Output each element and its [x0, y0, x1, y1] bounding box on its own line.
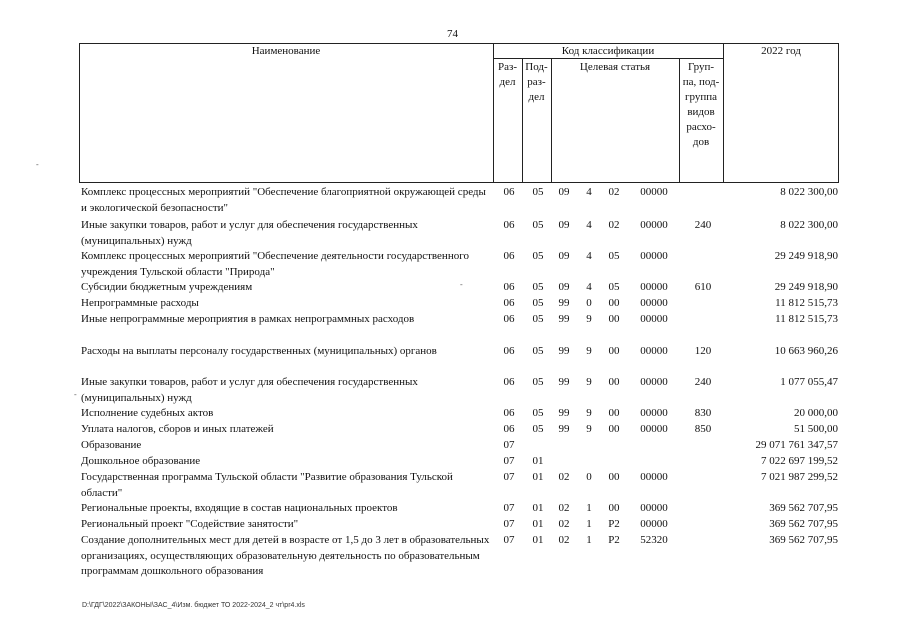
- row-target-event: 05: [608, 281, 620, 293]
- row-amount: 10 663 960,26: [774, 345, 838, 357]
- row-podrazdel: 01: [532, 502, 544, 514]
- row-target-program: 99: [558, 297, 570, 309]
- row-podrazdel: 05: [532, 297, 544, 309]
- row-target-direction: 00000: [640, 345, 668, 357]
- table-header: [79, 43, 839, 183]
- row-target-program: 02: [558, 518, 570, 530]
- scan-mark: -: [36, 160, 39, 169]
- row-name: Образование: [81, 439, 142, 451]
- row-target-direction: 00000: [640, 502, 668, 514]
- row-target-type: 9: [586, 423, 592, 435]
- header-podrazdel-2: раз-: [527, 76, 546, 88]
- row-razdel: 06: [503, 423, 515, 435]
- row-target-direction: 00000: [640, 250, 668, 262]
- header-group-2: па, под-: [682, 76, 720, 88]
- row-name: Комплекс процессных мероприятий "Обеспечение благоприятной окружающей среды и экологической безопасности": [81, 186, 486, 214]
- row-target-program: 99: [558, 376, 570, 388]
- row-razdel: 06: [503, 345, 515, 357]
- row-target-type: 1: [586, 518, 592, 530]
- row-name: Государственная программа Тульской области "Развитие образования Тульской области": [81, 471, 453, 499]
- row-podrazdel: 05: [532, 281, 544, 293]
- row-target-event: 00: [608, 345, 620, 357]
- row-target-direction: 00000: [640, 186, 668, 198]
- file-path-footer: D:\ГДГ\2022\ЗАКОНЫ\ЗАС_4\Изм. бюджет ТО 2022-2024_2 чт\pr4.xls: [82, 602, 305, 609]
- row-name: Региональный проект "Содействие занятости": [81, 518, 299, 530]
- row-target-type: 4: [586, 219, 592, 231]
- row-target-direction: 00000: [640, 423, 668, 435]
- row-target-direction: 52320: [640, 534, 668, 546]
- row-target-program: 02: [558, 534, 570, 546]
- row-target-direction: 00000: [640, 407, 668, 419]
- row-target-event: 00: [608, 297, 620, 309]
- row-razdel: 06: [503, 407, 515, 419]
- header-name: Наименование: [251, 45, 321, 57]
- row-razdel: 07: [503, 502, 515, 514]
- row-amount: 1 077 055,47: [780, 376, 838, 388]
- row-group: 610: [694, 281, 712, 293]
- row-target-program: 99: [558, 345, 570, 357]
- row-podrazdel: 01: [532, 471, 544, 483]
- row-amount: 8 022 300,00: [780, 186, 838, 198]
- row-amount: 20 000,00: [794, 407, 838, 419]
- row-group: 830: [694, 407, 712, 419]
- row-target-type: 1: [586, 502, 592, 514]
- row-razdel: 06: [503, 376, 515, 388]
- page-number: 74: [447, 28, 458, 40]
- header-group-4: видов: [687, 106, 715, 118]
- row-amount: 369 562 707,95: [769, 518, 838, 530]
- row-podrazdel: 05: [532, 186, 544, 198]
- row-target-program: 99: [558, 423, 570, 435]
- row-amount: 29 249 918,90: [774, 250, 838, 262]
- row-name: Расходы на выплаты персоналу государственных (муниципальных) органов: [81, 345, 437, 357]
- row-podrazdel: 05: [532, 219, 544, 231]
- header-razdel-1: Раз-: [497, 61, 517, 73]
- row-target-type: 0: [586, 471, 592, 483]
- row-razdel: 07: [503, 455, 515, 467]
- row-razdel: 06: [503, 186, 515, 198]
- row-podrazdel: 05: [532, 250, 544, 262]
- header-target: Целевая статья: [579, 61, 651, 73]
- row-target-event: 00: [608, 471, 620, 483]
- row-name: Создание дополнительных мест для детей в возрасте от 1,5 до 3 лет в образовательных организациях, осуществляющих образовательную деятельность по образовательным программам дошкольного образования: [81, 534, 490, 577]
- row-target-event: P2: [608, 518, 620, 530]
- row-target-program: 99: [558, 407, 570, 419]
- header-razdel-2: дел: [499, 76, 516, 88]
- row-target-program: 09: [558, 281, 570, 293]
- row-target-direction: 00000: [640, 471, 668, 483]
- row-amount: 369 562 707,95: [769, 534, 838, 546]
- row-podrazdel: 05: [532, 376, 544, 388]
- row-target-event: 00: [608, 313, 620, 325]
- row-target-program: 99: [558, 313, 570, 325]
- row-name: Уплата налогов, сборов и иных платежей: [81, 423, 274, 435]
- row-razdel: 06: [503, 219, 515, 231]
- row-name: Иные непрограммные мероприятия в рамках непрограммных расходов: [81, 313, 415, 325]
- row-name: Субсидии бюджетным учреждениям: [81, 281, 253, 293]
- row-razdel: 06: [503, 297, 515, 309]
- row-target-event: P2: [608, 534, 620, 546]
- row-group: 850: [694, 423, 712, 435]
- row-group: 240: [694, 376, 712, 388]
- row-name: Дошкольное образование: [81, 455, 201, 467]
- row-razdel: 06: [503, 250, 515, 262]
- row-podrazdel: 05: [532, 423, 544, 435]
- row-target-direction: 00000: [640, 297, 668, 309]
- row-name: Непрограммные расходы: [81, 297, 199, 309]
- row-target-event: 00: [608, 376, 620, 388]
- row-target-program: 02: [558, 502, 570, 514]
- row-target-type: 1: [586, 534, 592, 546]
- row-amount: 11 812 515,73: [775, 297, 838, 309]
- row-group: 240: [694, 219, 712, 231]
- row-amount: 51 500,00: [794, 423, 838, 435]
- row-podrazdel: 05: [532, 345, 544, 357]
- row-amount: 369 562 707,95: [769, 502, 838, 514]
- scan-mark: -: [460, 280, 463, 289]
- row-name: Исполнение судебных актов: [81, 407, 214, 419]
- row-amount: 29 071 761 347,57: [755, 439, 838, 451]
- row-target-direction: 00000: [640, 313, 668, 325]
- row-target-program: 09: [558, 186, 570, 198]
- row-amount: 7 022 697 199,52: [761, 455, 838, 467]
- header-group-5: расхо-: [686, 121, 716, 133]
- row-target-event: 05: [608, 250, 620, 262]
- row-target-direction: 00000: [640, 376, 668, 388]
- row-target-type: 9: [586, 313, 592, 325]
- row-target-type: 0: [586, 297, 592, 309]
- scan-mark: -: [74, 390, 77, 399]
- row-amount: 29 249 918,90: [774, 281, 838, 293]
- row-target-program: 09: [558, 219, 570, 231]
- row-target-event: 00: [608, 502, 620, 514]
- row-target-type: 4: [586, 186, 592, 198]
- row-amount: 11 812 515,73: [775, 313, 838, 325]
- row-group: 120: [694, 345, 712, 357]
- row-name: Комплекс процессных мероприятий "Обеспечение деятельности государственного учреждения Тульской области "Природа": [81, 250, 469, 278]
- row-podrazdel: 01: [532, 455, 544, 467]
- header-group-1: Груп-: [687, 61, 715, 73]
- row-razdel: 07: [503, 471, 515, 483]
- row-name: Иные закупки товаров, работ и услуг для обеспечения государственных (муниципальных) нужд: [81, 219, 418, 247]
- header-podrazdel-3: дел: [528, 91, 545, 103]
- row-target-type: 9: [586, 345, 592, 357]
- row-target-program: 09: [558, 250, 570, 262]
- row-name: Иные закупки товаров, работ и услуг для обеспечения государственных (муниципальных) нужд: [81, 376, 418, 404]
- header-year: 2022 год: [761, 45, 801, 57]
- row-podrazdel: 01: [532, 518, 544, 530]
- row-target-program: 02: [558, 471, 570, 483]
- row-target-direction: 00000: [640, 518, 668, 530]
- row-target-direction: 00000: [640, 281, 668, 293]
- row-target-type: 4: [586, 250, 592, 262]
- row-target-event: 00: [608, 423, 620, 435]
- row-razdel: 06: [503, 313, 515, 325]
- row-target-type: 9: [586, 376, 592, 388]
- row-target-event: 02: [608, 219, 620, 231]
- row-podrazdel: 05: [532, 407, 544, 419]
- row-razdel: 07: [503, 518, 515, 530]
- row-name: Региональные проекты, входящие в состав национальных проектов: [81, 502, 398, 514]
- row-razdel: 06: [503, 281, 515, 293]
- header-code-classification: Код классификации: [561, 45, 655, 57]
- row-target-event: 02: [608, 186, 620, 198]
- row-razdel: 07: [503, 534, 515, 546]
- row-razdel: 07: [503, 439, 515, 451]
- header-group-6: дов: [692, 136, 710, 148]
- row-target-direction: 00000: [640, 219, 668, 231]
- header-group-3: группа: [684, 91, 718, 103]
- row-amount: 8 022 300,00: [780, 219, 838, 231]
- row-amount: 7 021 987 299,52: [761, 471, 838, 483]
- row-podrazdel: 05: [532, 313, 544, 325]
- header-podrazdel-1: Под-: [525, 61, 548, 73]
- row-podrazdel: 01: [532, 534, 544, 546]
- row-target-event: 00: [608, 407, 620, 419]
- row-target-type: 4: [586, 281, 592, 293]
- row-target-type: 9: [586, 407, 592, 419]
